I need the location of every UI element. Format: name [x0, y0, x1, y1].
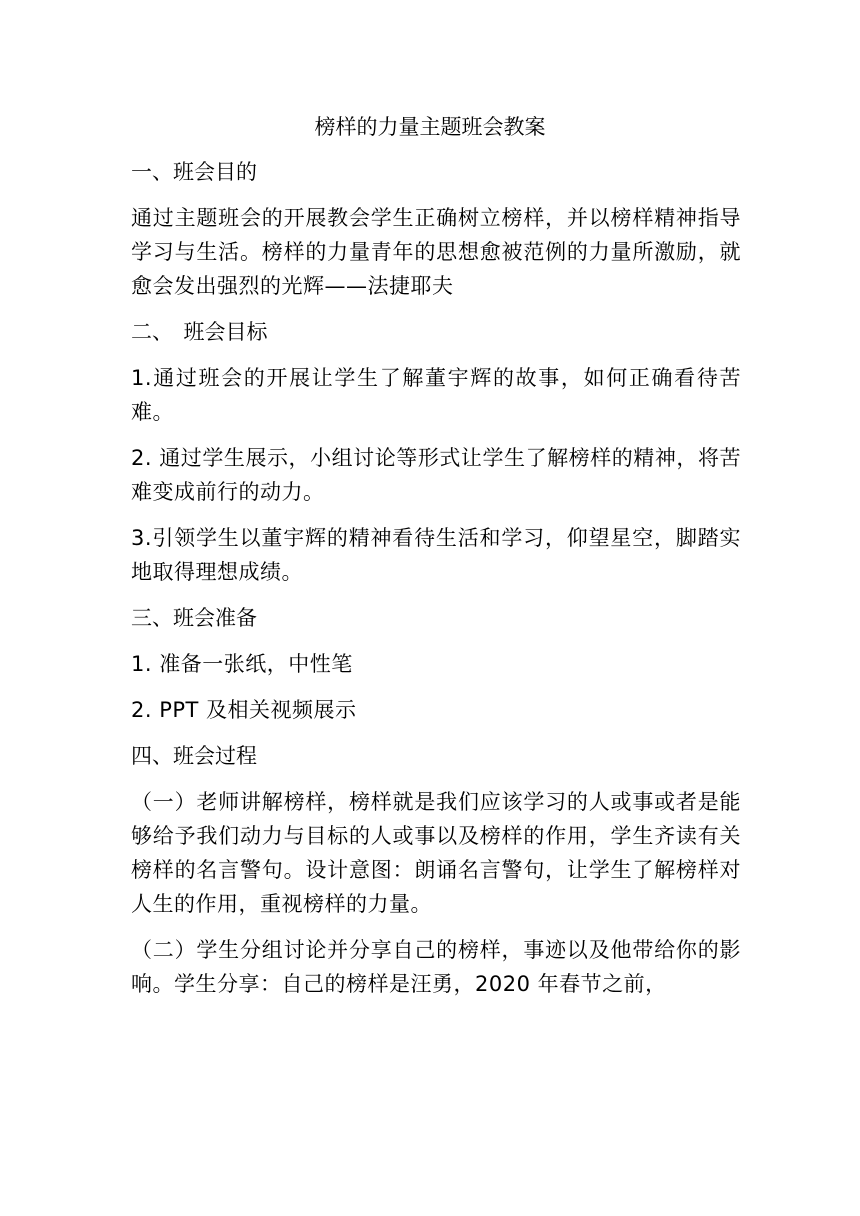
section-heading-preparation: 三、班会准备: [131, 606, 257, 630]
goal-item-2: 2. 通过学生展示，小组讨论等形式让学生了解榜样的精神，将苦难变成前行的动力。: [131, 446, 741, 504]
section-heading-process: 四、班会过程: [131, 744, 257, 768]
section-heading-goals: 二、 班会目标: [131, 320, 268, 344]
process-paragraph-1: （一）老师讲解榜样，榜样就是我们应该学习的人或事或者是能够给予我们动力与目标的人或事以及榜样的作用，学生齐读有关榜样的名言警句。设计意图：朗诵名言警句，让学生了解榜样对人生的作用，重视榜样的力量。: [131, 790, 741, 916]
goal-item-3: 3.引领学生以董宇辉的精神看待生活和学习，仰望星空，脚踏实地取得理想成绩。: [131, 526, 741, 584]
preparation-item-2: 2. PPT 及相关视频展示: [131, 698, 357, 722]
section-heading-purpose: 一、班会目的: [131, 160, 257, 184]
goal-item-1: 1.通过班会的开展让学生了解董宇辉的故事，如何正确看待苦难。: [131, 366, 741, 424]
purpose-paragraph: 通过主题班会的开展教会学生正确树立榜样，并以榜样精神指导学习与生活。榜样的力量青年的思想愈被范例的力量所激励，就愈会发出强烈的光辉——法捷耶夫: [131, 206, 741, 298]
preparation-item-1: 1. 准备一张纸，中性笔: [131, 652, 353, 676]
document-title: 榜样的力量主题班会教案: [314, 115, 546, 139]
document-body: [131, 155, 741, 1013]
process-paragraph-2: （二）学生分组讨论并分享自己的榜样，事迹以及他带给你的影响。学生分享：自己的榜样是汪勇，2020 年春节之前，: [131, 938, 741, 996]
